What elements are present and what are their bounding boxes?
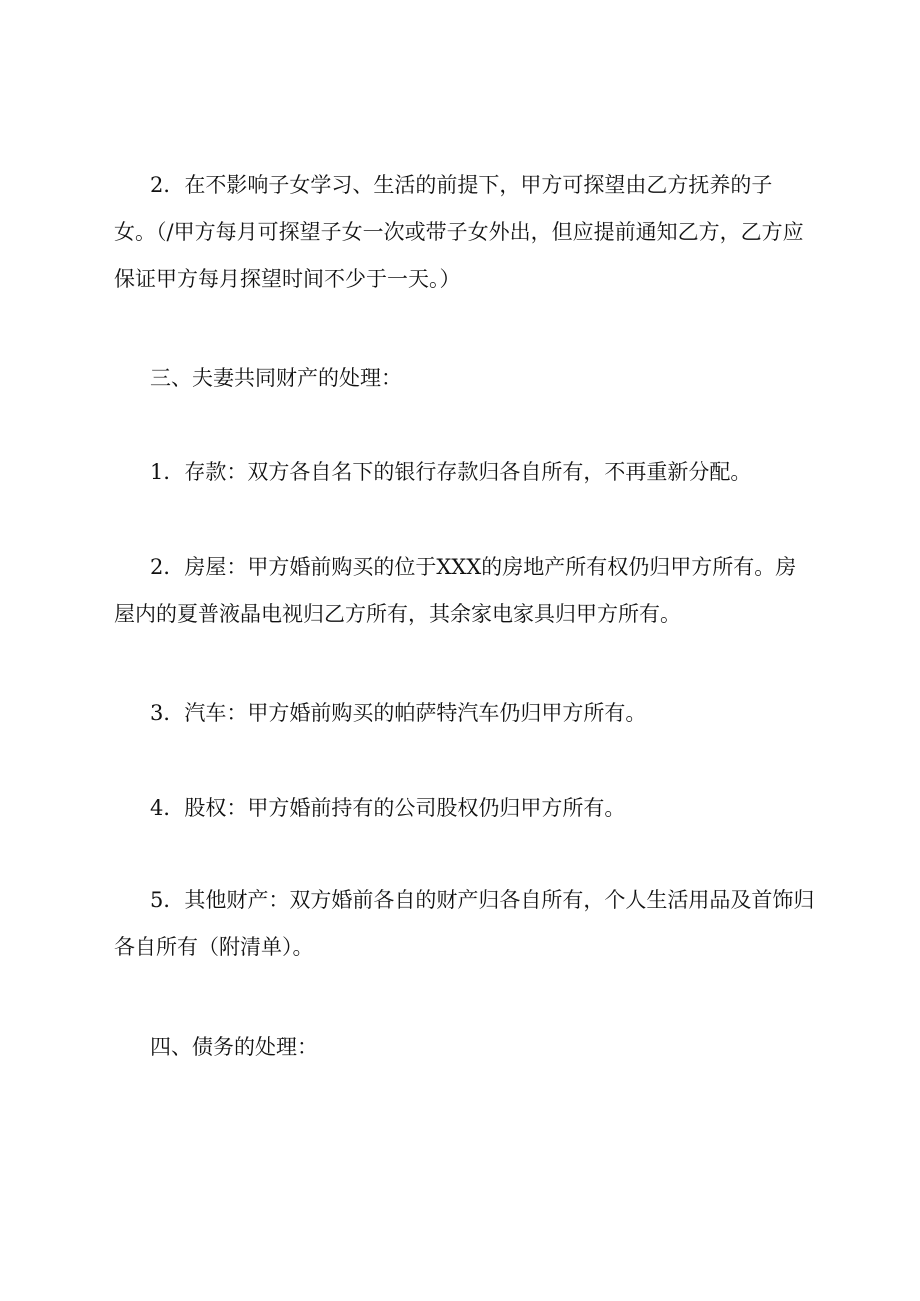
paragraph-other-property bbox=[114, 877, 814, 971]
section-heading: 四、债务的处理： bbox=[150, 1035, 318, 1059]
paragraph-line: 各自所有（附清单）。 bbox=[114, 935, 314, 959]
paragraph-car bbox=[114, 690, 814, 737]
section-heading-debts bbox=[114, 1024, 814, 1071]
section-heading-joint-property bbox=[114, 355, 814, 402]
paragraph-line: 2．房屋：甲方婚前购买的位于XXX的房地产所有权仍归甲方所有。房 bbox=[150, 555, 797, 579]
paragraph-line: 5．其他财产：双方婚前各自的财产归各自所有，个人生活用品及首饰归 bbox=[150, 888, 815, 912]
paragraph-line: 1．存款：双方各自名下的银行存款归各自所有，不再重新分配。 bbox=[150, 460, 752, 484]
paragraph-deposits bbox=[114, 449, 814, 496]
paragraph-line: 3．汽车：甲方婚前购买的帕萨特汽车仍归甲方所有。 bbox=[150, 701, 647, 725]
paragraph-line: 屋内的夏普液晶电视归乙方所有，其余家电家具归甲方所有。 bbox=[114, 602, 681, 626]
paragraph-line: 保证甲方每月探望时间不少于一天。） bbox=[114, 267, 461, 291]
section-heading: 三、夫妻共同财产的处理： bbox=[150, 366, 402, 390]
paragraph-house bbox=[114, 544, 814, 638]
paragraph-visitation-rights bbox=[114, 162, 814, 303]
paragraph-equity bbox=[114, 785, 814, 832]
paragraph-line: 女。（/甲方每月可探望子女一次或带子女外出，但应提前通知乙方，乙方应 bbox=[114, 220, 804, 244]
paragraph-line: 2．在不影响子女学习、生活的前提下，甲方可探望由乙方抚养的子 bbox=[150, 173, 773, 197]
paragraph-line: 4．股权：甲方婚前持有的公司股权仍归甲方所有。 bbox=[150, 796, 626, 820]
